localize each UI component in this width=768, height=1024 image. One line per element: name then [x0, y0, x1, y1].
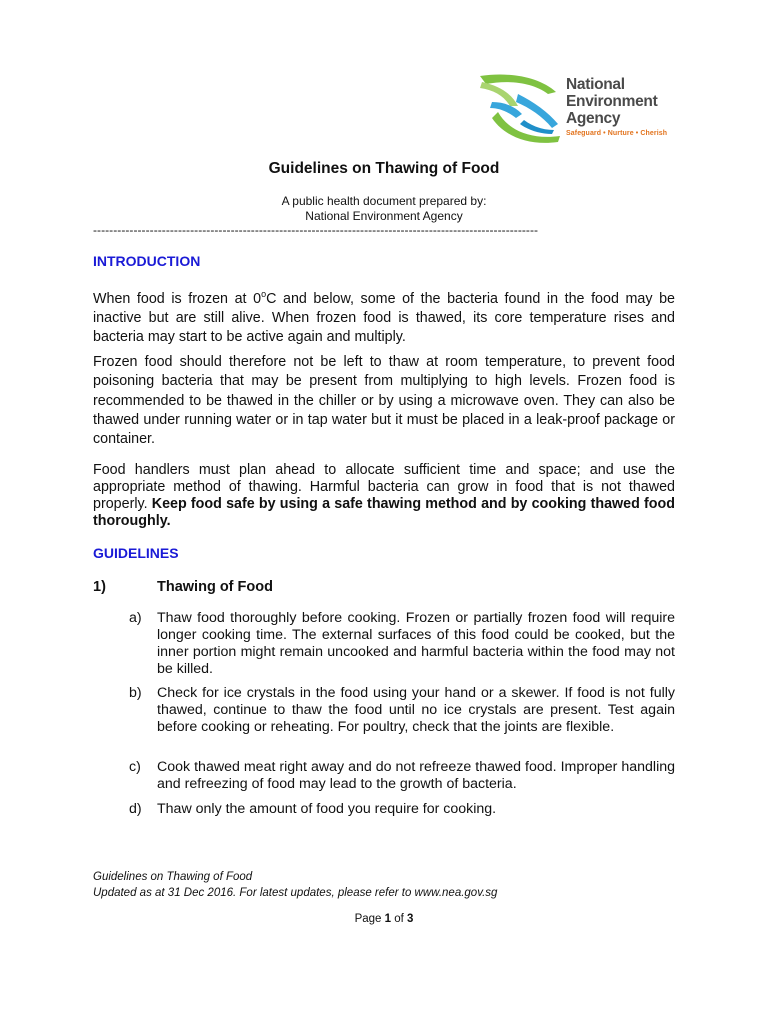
item-text: Thaw food thoroughly before cooking. Frozen or partially frozen food will require longer cooking time. The external surfaces of this food could be cooked, but the inner portion might remain uncooked and harmful bacteria within the food may not be killed. — [157, 610, 675, 677]
item-text: Thaw only the amount of food you require for cooking. — [157, 801, 497, 817]
intro-paragraph-1 — [93, 285, 675, 348]
footer-doc-title: Guidelines on Thawing of Food — [93, 871, 253, 883]
guideline-item — [129, 801, 675, 818]
dashed-divider: -------------------------------------------------------------------------------------------------------------- — [93, 223, 539, 237]
intro-paragraph-3 — [93, 462, 675, 530]
prepared-by-line: A public health document prepared by: — [281, 194, 487, 208]
page-footer — [93, 869, 497, 901]
item-text: Cook thawed meat right away and do not refreeze thawed food. Improper handling and refreezing of food may lead to the growth of bacteria. — [157, 759, 675, 792]
item-text: Check for ice crystals in the food using your hand or a skewer. If food is not fully thawed, continue to thaw the food until no ice crystals are present. Test again before cooking or reheating. For poultry, check that the joints are flexible. — [157, 685, 675, 735]
guideline-item — [129, 610, 675, 678]
nea-logo-mark-icon — [478, 72, 568, 144]
item-letter: d) — [129, 801, 142, 817]
prepared-by-agency: National Environment Agency — [305, 208, 463, 223]
intro-p3-plain: Food handlers must plan ahead to allocate sufficient time and space; and use the appropriate method of thawing. Harmful bacteria can grow in food that is not thawed properly. — [93, 462, 675, 512]
prepared-by — [0, 194, 768, 223]
intro-paragraph-2: Frozen food should therefore not be left to thaw at room temperature, to prevent food poisoning bacteria that may be present from multiplying to high levels. Frozen food is recommended to be thawed in the chiller or by using a microwave oven. They can also be thawed under running water or in tap water but it must be placed in a leak-proof package or container. — [93, 354, 675, 448]
logo-line-national: National — [566, 76, 625, 93]
page-current: 1 — [384, 913, 392, 925]
page-prefix: Page — [354, 913, 385, 925]
degree-superscript: o — [261, 289, 267, 299]
logo-line-environment: Environment — [566, 93, 658, 110]
page-total: 3 — [407, 913, 414, 925]
intro-p1-rest: C and below, some of the bacteria found in the food may be inactive but are still alive. When frozen food is thawed, its core temperature rises and bacteria may start to be active again and multiply. — [93, 290, 675, 346]
section-title: Thawing of Food — [157, 579, 273, 595]
item-letter: b) — [129, 685, 142, 701]
logo-tagline: Safeguard • Nurture • Cherish — [566, 130, 668, 137]
footer-update-note: Updated as at 31 Dec 2016. For latest updates, please refer to www.nea.gov.sg — [93, 887, 498, 899]
section-number: 1) — [93, 579, 106, 595]
page-number — [0, 913, 768, 925]
page-of: of — [391, 913, 408, 925]
nea-logo — [478, 70, 678, 144]
document-title: Guidelines on Thawing of Food — [268, 160, 500, 177]
guideline-item — [129, 685, 675, 736]
guidelines-heading: GUIDELINES — [93, 545, 179, 561]
section-thawing-of-food — [93, 579, 273, 595]
logo-wordmark — [566, 76, 667, 137]
intro-p1-start: When food is frozen at 0 — [93, 290, 262, 307]
guideline-item — [129, 759, 675, 793]
introduction-heading: INTRODUCTION — [93, 253, 201, 269]
intro-p3-bold: Keep food safe by using a safe thawing method and by cooking thawed food thoroughly. — [93, 496, 675, 529]
item-letter: c) — [129, 759, 141, 775]
item-letter: a) — [129, 610, 142, 626]
logo-line-agency: Agency — [566, 110, 621, 127]
